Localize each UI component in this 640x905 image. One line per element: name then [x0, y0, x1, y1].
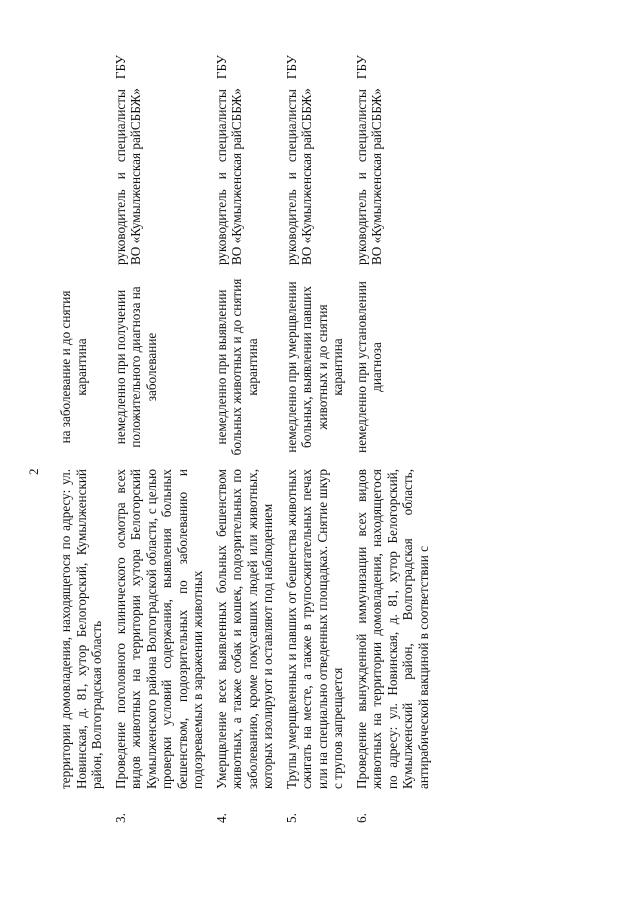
measure-description: Умерщвление всех выявленных больных бешенством животных, а также собак и кошек, подозрительных по заболеванию, кроме покусавших людей или животных, которых изолируют и оставляют под наблюдением	[213, 469, 275, 789]
measure-deadline: на заболевание и до снятия карантина	[58, 290, 89, 444]
page-number: 2	[26, 468, 41, 475]
measure-deadline: немедленно при получении положительного диагноза на заболевание	[112, 286, 159, 448]
measure-deadline: немедленно при установлении диагноза	[353, 281, 384, 453]
measure-responsible: руководитель и специалисты ГБУ ВО «Кумылженская райСББЖ»	[112, 55, 143, 265]
measure-description: Проведение поголовного клинического осмотра всех видов животных на территории хутора Белогорский Кумылженского района Волгоградской области, с целью проверки условий содержания, выявления больных бешенством, подозрительных по заболеванию и подозреваемых в заражении животных	[112, 469, 205, 789]
measure-deadline: немедленно при выявлении больных животных и до снятия карантина	[213, 278, 260, 456]
measure-responsible: руководитель и специалисты ГБУ ВО «Кумылженская райСББЖ»	[283, 55, 314, 265]
measure-responsible: руководитель и специалисты ГБУ ВО «Кумылженская райСББЖ»	[213, 55, 244, 265]
row-number: 5.	[283, 813, 299, 823]
table-row	[354, 55, 440, 827]
row-number: 3.	[112, 813, 128, 823]
row-number: 6.	[353, 813, 369, 823]
table-row	[284, 55, 354, 827]
measure-description: Трупы умерщвленных и павших от бешенства животных сжигать на месте, а также в трупосжигательных печах или на специально отведенных площадках. Снятие шкур с трупов запрещается	[283, 469, 345, 789]
measure-responsible: руководитель и специалисты ГБУ ВО «Кумылженская райСББЖ»	[353, 55, 384, 265]
measure-deadline: немедленно при умерщвлении больных, выявлении павших животных и до снятия карантина	[283, 281, 345, 453]
measure-responsible	[58, 55, 113, 265]
table-row	[113, 55, 214, 827]
measure-description: Проведение вынужденной иммунизации всех видов животных на территории домовладения, находящегося по адресу: ул. Новинская, д. 81, хутор Белогорский, Кумылженский район, Волгоградская область, антирабической вакциной в соответствии с	[353, 469, 431, 789]
table-row	[58, 55, 113, 827]
row-number	[58, 789, 113, 827]
row-number: 4.	[213, 813, 229, 823]
table-row	[214, 55, 284, 827]
measures-table	[58, 55, 439, 827]
measure-description: территории домовладения, находящегося по адресу: ул. Новинская, д. 81, хутор Белогорский, Кумылженский район, Волгоградская область	[58, 469, 104, 789]
